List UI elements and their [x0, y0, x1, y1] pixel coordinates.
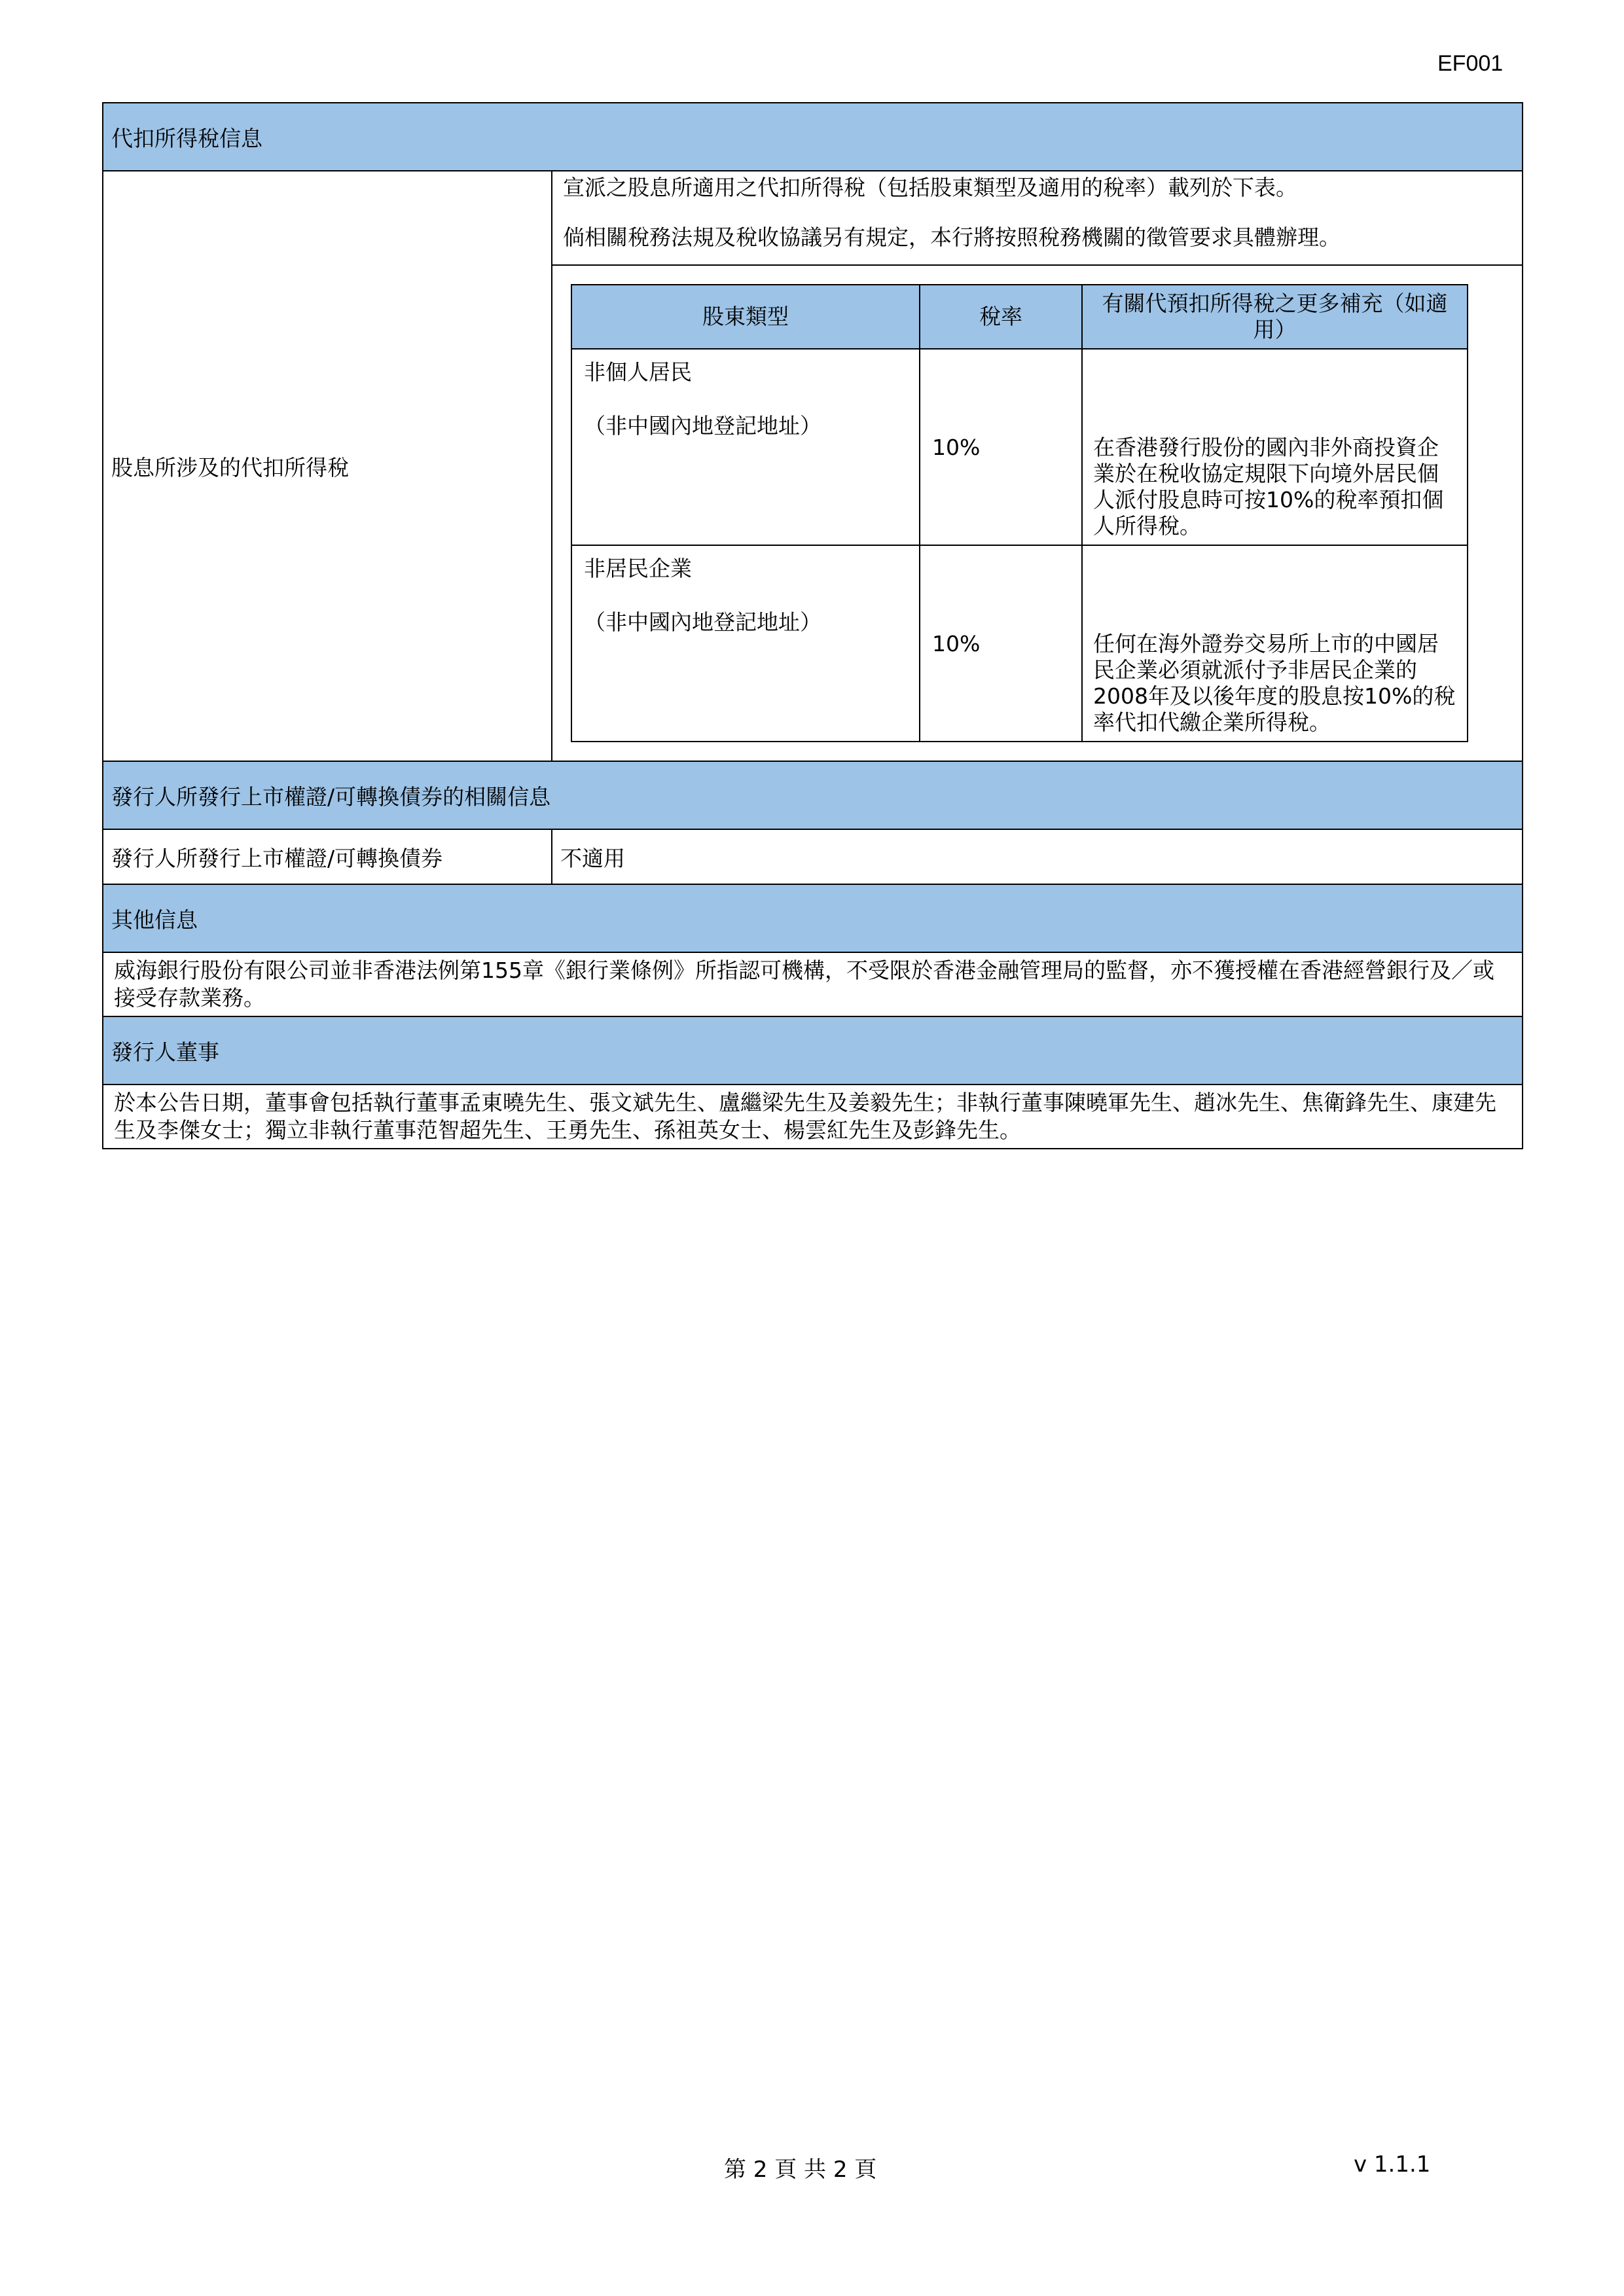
- withholding-section-header: [103, 103, 1523, 171]
- directors-section-title: 發行人董事: [103, 1016, 1523, 1085]
- tax-rate: 10%: [920, 545, 1082, 742]
- other-info-row: [103, 952, 1523, 1016]
- warrants-row-label: 發行人所發行上市權證/可轉換債券: [103, 829, 552, 884]
- tax-rate: 10%: [920, 349, 1082, 545]
- shareholder-type: 非居民企業: [584, 556, 692, 581]
- header-tax-rate: 稅率: [920, 285, 1082, 349]
- page-number: 第 2 頁 共 2 頁: [724, 2157, 877, 2183]
- directors-section-header: [103, 1016, 1523, 1085]
- header-shareholder-type: 股東類型: [571, 285, 920, 349]
- withholding-intro-line1: 宣派之股息所適用之代扣所得稅（包括股東類型及適用的稅率）載列於下表。: [563, 175, 1297, 200]
- warrants-row-value: 不適用: [552, 829, 1523, 884]
- shareholder-type: 非個人居民: [584, 359, 692, 385]
- shareholder-type-detail: （非中國內地登記地址）: [584, 413, 821, 439]
- other-info-text: 威海銀行股份有限公司並非香港法例第155章《銀行業條例》所指認可機構，不受限於香港金融管理局的監督，亦不獲授權在香港經營銀行及／或接受存款業務。: [103, 952, 1523, 1016]
- withholding-section-title: 代扣所得稅信息: [103, 103, 1523, 171]
- warrants-row: [103, 829, 1523, 884]
- withholding-intro-row: [103, 171, 1523, 265]
- version-label: v 1.1.1: [1354, 2151, 1431, 2178]
- withholding-intro: [552, 171, 1523, 265]
- tax-note: 任何在海外證券交易所上市的中國居民企業必須就派付予非居民企業的2008年及以後年度的股息按10%的稅率代扣代繳企業所得稅。: [1082, 545, 1468, 742]
- tax-table-row: [571, 545, 1468, 742]
- shareholder-type-cell: [571, 349, 920, 545]
- shareholder-type-cell: [571, 545, 920, 742]
- withholding-row-label: 股息所涉及的代扣所得稅: [103, 171, 552, 761]
- header-supplement: 有關代預扣所得稅之更多補充（如適用）: [1082, 285, 1468, 349]
- tax-note: 在香港發行股份的國內非外商投資企業於在稅收協定規限下向境外居民個人派付股息時可按10%的稅率預扣個人所得稅。: [1082, 349, 1468, 545]
- warrants-section-header: [103, 761, 1523, 829]
- warrants-section-title: 發行人所發行上市權證/可轉換債券的相關信息: [103, 761, 1523, 829]
- announcement-table: [102, 102, 1523, 1149]
- withholding-table-cell: [552, 265, 1523, 761]
- directors-row: [103, 1085, 1523, 1149]
- tax-table-row: [571, 349, 1468, 545]
- other-section-title: 其他信息: [103, 884, 1523, 952]
- directors-text: 於本公告日期，董事會包括執行董事孟東曉先生、張文斌先生、盧繼梁先生及姜毅先生；非執行董事陳曉軍先生、趙冰先生、焦衛鋒先生、康建先生及李傑女士；獨立非執行董事范智超先生、王勇先生、孫祖英女士、楊雲紅先生及彭鋒先生。: [103, 1085, 1523, 1149]
- form-code: EF001: [1437, 51, 1504, 76]
- shareholder-type-detail: （非中國內地登記地址）: [584, 609, 821, 635]
- withholding-intro-line2: 倘相關稅務法規及稅收協議另有規定，本行將按照稅務機關的徵管要求具體辦理。: [563, 224, 1341, 250]
- withholding-tax-table: [571, 284, 1468, 742]
- other-section-header: [103, 884, 1523, 952]
- tax-table-header: [571, 285, 1468, 349]
